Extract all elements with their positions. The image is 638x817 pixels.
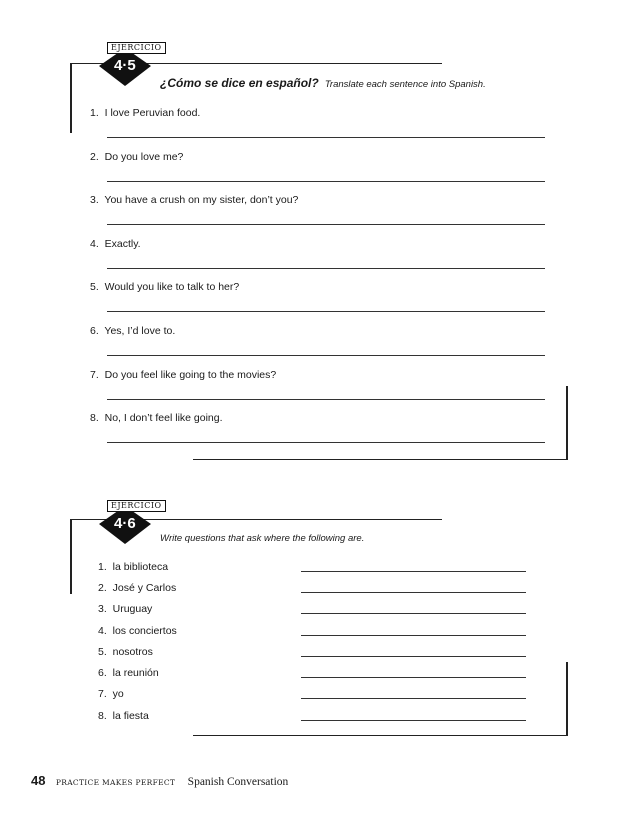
- list-item: [98, 582, 176, 594]
- answer-line[interactable]: [301, 677, 526, 678]
- answer-line[interactable]: [301, 592, 526, 593]
- exercise-heading: [160, 76, 486, 90]
- item-text: You have a crush on my sister, don’t you?: [104, 194, 299, 206]
- list-item: [98, 603, 152, 615]
- list-item: [90, 107, 200, 119]
- book-title: Spanish Conversation: [187, 776, 289, 788]
- left-bracket: [70, 63, 72, 133]
- item-text: Exactly.: [104, 238, 141, 250]
- list-item: [98, 667, 159, 679]
- bottom-rule: [193, 459, 568, 460]
- answer-line[interactable]: [301, 656, 526, 657]
- item-text: José y Carlos: [112, 582, 177, 594]
- left-bracket: [70, 519, 72, 594]
- exercise-badge: [95, 496, 162, 556]
- series-name: PRACTICE MAKES PERFECT: [55, 778, 176, 787]
- exercise-heading: [160, 532, 364, 544]
- item-number: 7.: [98, 688, 107, 700]
- item-text: Would you like to talk to her?: [104, 281, 240, 293]
- bottom-rule: [193, 735, 568, 736]
- answer-line[interactable]: [107, 399, 545, 400]
- answer-line[interactable]: [301, 698, 526, 699]
- list-item: [98, 646, 153, 658]
- answer-line[interactable]: [107, 442, 545, 443]
- page-number: 48: [31, 773, 46, 788]
- badge-number: 4·5: [114, 57, 136, 74]
- item-text: la biblioteca: [112, 561, 169, 573]
- badge-label: EJERCICIO: [107, 500, 166, 512]
- item-text: I love Peruvian food.: [104, 107, 201, 119]
- item-number: 3.: [98, 603, 107, 615]
- item-text: nosotros: [112, 646, 153, 658]
- right-bracket: [566, 386, 568, 460]
- item-text: Yes, I’d love to.: [104, 325, 176, 337]
- item-text: la reunión: [112, 667, 159, 679]
- answer-line[interactable]: [301, 571, 526, 572]
- item-number: 4.: [90, 238, 99, 250]
- heading-instruction: Translate each sentence into Spanish.: [324, 79, 486, 90]
- badge-label: EJERCICIO: [107, 42, 166, 54]
- answer-line[interactable]: [107, 268, 545, 269]
- list-item: [98, 561, 168, 573]
- item-number: 6.: [90, 325, 99, 337]
- item-number: 8.: [98, 710, 107, 722]
- item-number: 3.: [90, 194, 99, 206]
- list-item: [98, 625, 177, 637]
- item-text: No, I don’t feel like going.: [104, 412, 223, 424]
- item-number: 8.: [90, 412, 99, 424]
- list-item: [90, 151, 183, 163]
- list-item: [90, 194, 298, 206]
- answer-line[interactable]: [107, 355, 545, 356]
- answer-line[interactable]: [301, 720, 526, 721]
- list-item: [98, 688, 124, 700]
- badge-number: 4·6: [114, 515, 136, 532]
- list-item: [90, 369, 276, 381]
- list-item: [90, 238, 141, 250]
- item-text: los conciertos: [112, 625, 177, 637]
- item-number: 2.: [90, 151, 99, 163]
- item-text: yo: [112, 688, 124, 700]
- item-text: la fiesta: [112, 710, 149, 722]
- list-item: [90, 412, 223, 424]
- item-text: Do you feel like going to the movies?: [104, 369, 277, 381]
- page-footer: [31, 772, 288, 790]
- item-text: Uruguay: [112, 603, 153, 615]
- list-item: [90, 325, 175, 337]
- item-number: 6.: [98, 667, 107, 679]
- item-text: Do you love me?: [104, 151, 184, 163]
- answer-line[interactable]: [107, 311, 545, 312]
- item-number: 2.: [98, 582, 107, 594]
- answer-line[interactable]: [107, 137, 545, 138]
- list-item: [98, 710, 149, 722]
- answer-line[interactable]: [107, 224, 545, 225]
- answer-line[interactable]: [301, 613, 526, 614]
- item-number: 7.: [90, 369, 99, 381]
- item-number: 4.: [98, 625, 107, 637]
- item-number: 5.: [98, 646, 107, 658]
- right-bracket: [566, 662, 568, 736]
- item-number: 1.: [90, 107, 99, 119]
- list-item: [90, 281, 239, 293]
- exercise-badge: [95, 38, 162, 98]
- heading-instruction: Write questions that ask where the following are.: [160, 533, 365, 544]
- item-number: 5.: [90, 281, 99, 293]
- answer-line[interactable]: [107, 181, 545, 182]
- item-number: 1.: [98, 561, 107, 573]
- heading-title: ¿Cómo se dice en español?: [160, 76, 319, 90]
- answer-line[interactable]: [301, 635, 526, 636]
